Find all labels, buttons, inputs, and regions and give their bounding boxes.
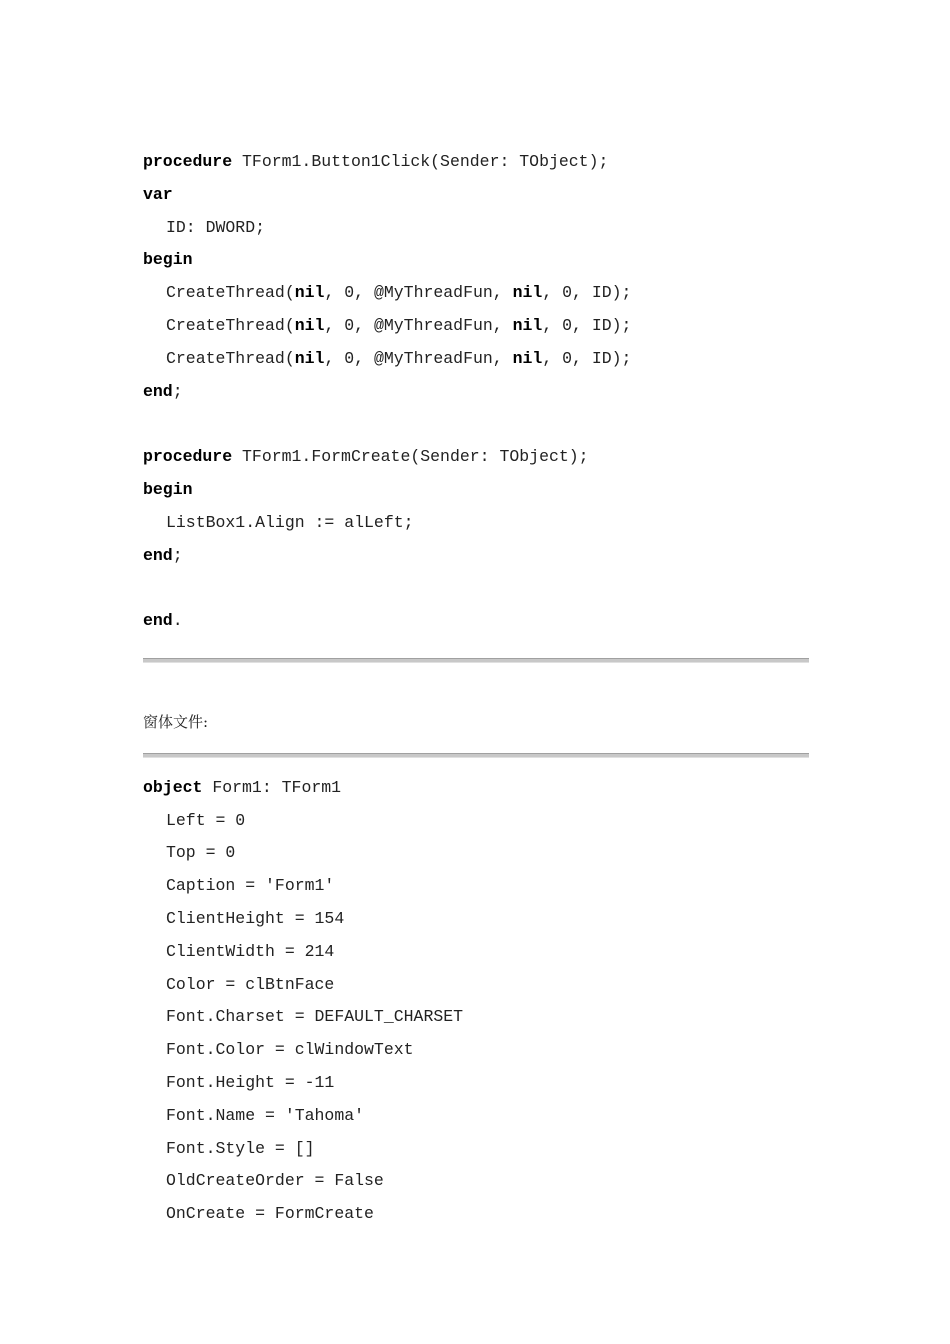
code-line <box>143 179 809 212</box>
property-line: Caption = 'Form1' <box>166 876 335 896</box>
code-text: ; <box>172 545 183 565</box>
code-text: Form1: TForm1 <box>202 777 342 797</box>
property-line: Font.Style = [] <box>166 1138 315 1158</box>
property-line: Color = clBtnFace <box>166 974 335 994</box>
keyword: object <box>143 777 203 797</box>
code-text: , 0, ID); <box>542 283 632 303</box>
property-line: Font.Color = clWindowText <box>166 1040 414 1060</box>
code-line <box>143 605 809 638</box>
code-text: , 0, ID); <box>542 348 632 368</box>
keyword: procedure <box>143 152 233 171</box>
keyword: nil <box>512 315 543 335</box>
keyword: nil <box>294 283 325 303</box>
code-line <box>143 310 809 343</box>
property-line: Font.Height = -11 <box>166 1072 335 1092</box>
code-line <box>143 343 809 376</box>
keyword: procedure <box>143 447 233 467</box>
code-line <box>143 507 809 540</box>
code-line <box>143 474 809 507</box>
code-text: , 0, @MyThreadFun, <box>324 348 513 368</box>
code-line <box>143 212 809 245</box>
code-text: ListBox1.Align := alLeft; <box>166 512 414 532</box>
keyword: end <box>143 545 173 565</box>
code-text: . <box>172 611 183 631</box>
code-text: CreateThread( <box>166 348 295 368</box>
property-line: OnCreate = FormCreate <box>166 1204 374 1224</box>
property-line: Font.Name = 'Tahoma' <box>166 1105 365 1125</box>
property-line: Left = 0 <box>166 810 246 830</box>
keyword: nil <box>294 315 325 335</box>
blank-line <box>143 572 809 605</box>
keyword: begin <box>143 250 193 270</box>
property-line: OldCreateOrder = False <box>166 1171 384 1191</box>
keyword: end <box>143 381 173 401</box>
keyword: nil <box>512 348 543 368</box>
code-line <box>143 540 809 573</box>
code-line <box>143 244 809 277</box>
code-text: , 0, @MyThreadFun, <box>324 283 513 303</box>
form-code-block <box>143 772 809 1231</box>
code-text: , 0, ID); <box>542 315 632 335</box>
blank-line <box>143 408 809 441</box>
code-line <box>143 146 809 179</box>
keyword: var <box>143 184 173 204</box>
property-line: ClientHeight = 154 <box>166 908 345 928</box>
code-line <box>143 376 809 409</box>
section-label: 窗体文件: <box>143 712 209 731</box>
property-line: ClientWidth = 214 <box>166 941 335 961</box>
code-text: ; <box>172 381 183 401</box>
code-text: TForm1.FormCreate(Sender: TObject); <box>232 447 589 467</box>
keyword: nil <box>294 348 325 368</box>
code-text: , 0, @MyThreadFun, <box>324 315 513 335</box>
document-page <box>143 146 809 1231</box>
keyword: nil <box>512 283 543 303</box>
code-text: CreateThread( <box>166 283 295 303</box>
unit-code-block <box>143 146 809 638</box>
keyword: begin <box>143 479 193 499</box>
property-line: Font.Charset = DEFAULT_CHARSET <box>166 1007 464 1027</box>
property-line: Top = 0 <box>166 843 236 863</box>
code-text: ID: DWORD; <box>166 217 266 237</box>
code-text: CreateThread( <box>166 315 295 335</box>
code-line <box>143 772 809 805</box>
code-line <box>143 277 809 310</box>
keyword: end <box>143 611 173 631</box>
code-text: TForm1.Button1Click(Sender: TObject); <box>232 152 609 171</box>
code-line <box>143 441 809 474</box>
